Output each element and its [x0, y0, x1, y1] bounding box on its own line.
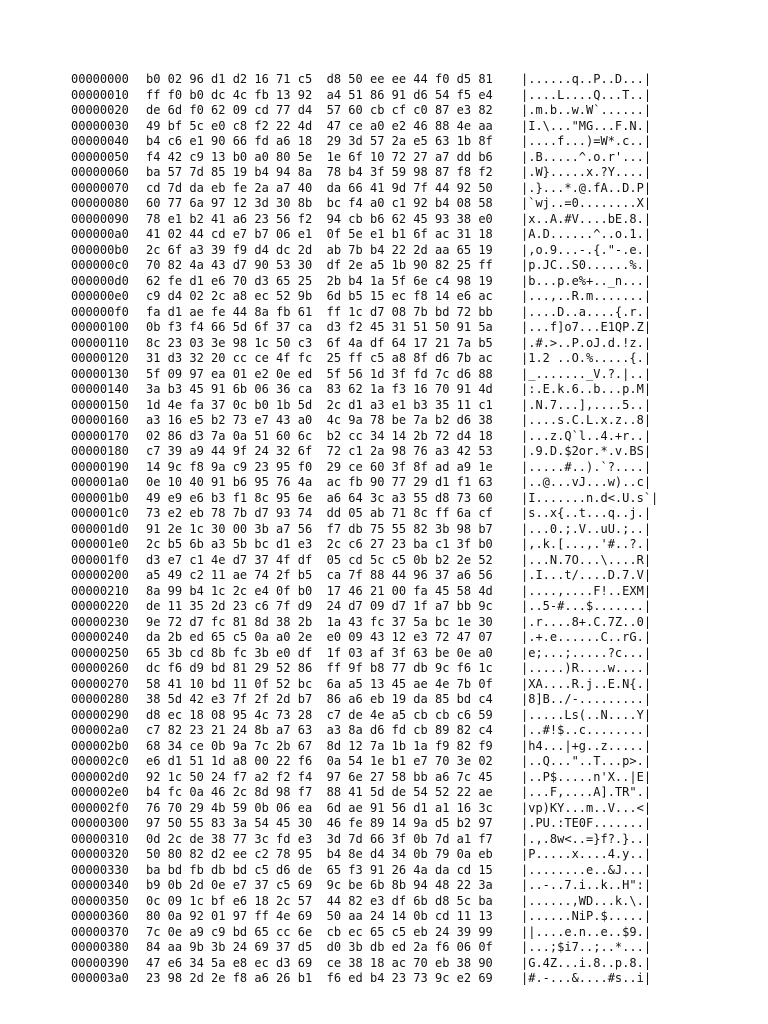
ascii-column: |,o.9...-.{."-.e.|: [521, 242, 652, 257]
ascii-column: |......q..P..D...|: [521, 72, 652, 86]
hex-bytes-column: 60 77 6a 97 12 3d 30 8b bc f4 a0 c1 92 b4 08 58: [146, 196, 493, 210]
offset-column: 00000330: [71, 862, 129, 877]
hex-bytes-column: 2c b5 6b a3 5b bc d1 e3 2c c6 27 23 ba c1 3f b0: [146, 537, 493, 551]
hex-bytes-column: 41 02 44 cd e7 b7 06 e1 0f 5e e1 b1 6f ac 31 18: [146, 227, 493, 241]
hexdump-line: [71, 103, 671, 119]
ascii-column: |p.JC..S0......%.|: [521, 258, 652, 272]
hexdump-line: [71, 847, 671, 863]
ascii-column: |..#!$..c........|: [521, 723, 652, 737]
ascii-column: |.,.8w<..=}f?.}..|: [521, 831, 652, 846]
hexdump-line: [71, 274, 671, 290]
hexdump-line: [71, 599, 671, 615]
ascii-column: |....s.C.L.x.z..8|: [521, 413, 652, 427]
hex-bytes-column: de 6d f0 62 09 cd 77 d4 57 60 cb cf c0 87 e3 82: [146, 103, 493, 117]
hex-bytes-column: c7 82 23 21 24 8b a7 63 a3 8a d6 fd cb 89 82 c4: [146, 723, 493, 737]
ascii-column: |........e..&J...|: [521, 862, 652, 877]
hex-bytes-column: 49 bf 5c e0 c8 f2 22 4d 47 ce a0 e2 46 88 4e aa: [146, 118, 493, 133]
hexdump-line: [71, 506, 671, 522]
ascii-column: |......,WD...k.\.|: [521, 893, 652, 908]
ascii-column: |_......._V.?.|..|: [521, 366, 652, 381]
offset-column: 000002f0: [71, 800, 129, 815]
ascii-column: |.9.D.$2or.*.v.BS|: [521, 444, 652, 458]
hex-bytes-column: b0 02 96 d1 d2 16 71 c5 d8 50 ee ee 44 f0 d5 81: [146, 72, 493, 86]
hexdump-line: [71, 832, 671, 848]
hex-bytes-column: 23 98 2d 2e f8 a6 26 b1 f6 ed b4 23 73 9c e2 69: [146, 971, 493, 985]
hexdump-line: [71, 165, 671, 181]
offset-column: 000000a0: [71, 227, 129, 241]
ascii-column: |.....Ls(..N....Y|: [521, 707, 652, 722]
ascii-column: |`wj..=0........X|: [521, 196, 652, 210]
hex-bytes-column: b4 fc 0a 46 2c 8d 98 f7 88 41 5d de 54 52 22 ae: [146, 785, 493, 799]
offset-column: 000001c0: [71, 506, 129, 520]
hexdump-line: [71, 444, 671, 460]
ascii-column: |...0.;.V..uU.;..|: [521, 521, 652, 536]
hexdump-line: [71, 785, 671, 801]
ascii-column: |.m.b..w.W`......|: [521, 103, 652, 117]
offset-column: 00000120: [71, 351, 129, 365]
hex-bytes-column: 1d 4e fa 37 0c b0 1b 5d 2c d1 a3 e1 b3 35 11 c1: [146, 397, 493, 412]
hexdump-line: [71, 413, 671, 429]
hexdump-line: [71, 677, 671, 693]
hex-bytes-column: ff f0 b0 dc 4c fb 13 92 a4 51 86 91 d6 54 f5 e4: [146, 87, 493, 102]
ascii-column: |P.....x....4.y..|: [521, 847, 652, 861]
offset-column: 00000140: [71, 382, 129, 396]
hex-bytes-column: 14 9c f8 9a c9 23 95 f0 29 ce 60 3f 8f ad a9 1e: [146, 459, 493, 474]
ascii-column: |..P$.....n'X..|E|: [521, 769, 652, 784]
hex-bytes-column: 47 e6 34 5a e8 ec d3 69 ce 38 18 ac 70 eb 38 90: [146, 955, 493, 970]
offset-column: 000000f0: [71, 304, 129, 319]
hex-bytes-column: 80 0a 92 01 97 ff 4e 69 50 aa 24 14 0b cd 11 13: [146, 909, 493, 923]
offset-column: 00000210: [71, 583, 129, 598]
offset-column: 00000090: [71, 211, 129, 226]
ascii-column: |...;$i7..;..*...|: [521, 940, 652, 954]
offset-column: 000002b0: [71, 738, 129, 753]
ascii-column: |A.D......^..o.1.|: [521, 227, 652, 241]
hexdump-line: [71, 630, 671, 646]
hexdump-line: [71, 398, 671, 414]
offset-column: 00000080: [71, 196, 129, 210]
offset-column: 000001b0: [71, 490, 129, 505]
hexdump-line: [71, 739, 671, 755]
hexdump-line: [71, 150, 671, 166]
hexdump-line: [71, 88, 671, 104]
offset-column: 000000d0: [71, 273, 129, 288]
hexdump-line: [71, 770, 671, 786]
ascii-column: |....,....F!..EXM|: [521, 583, 652, 598]
hex-bytes-column: 31 d3 32 20 cc ce 4f fc 25 ff c5 a8 8f d6 7b ac: [146, 351, 493, 365]
offset-column: 000002a0: [71, 723, 129, 737]
hex-bytes-column: 5f 09 97 ea 01 e2 0e ed 5f 56 1d 3f fd 7c d6 88: [146, 366, 493, 381]
hex-bytes-column: 7c 0e a9 c9 bd 65 cc 6e cb ec 65 c5 eb 24 39 99: [146, 924, 493, 939]
hex-bytes-column: b9 0b 2d 0e e7 37 c5 69 9c be 6b 8b 94 48 22 3a: [146, 878, 493, 892]
ascii-column: |XA....R.j..E.N{.|: [521, 676, 652, 691]
hex-bytes-column: 0c 09 1c bf e6 18 2c 57 44 82 e3 df 6b d8 5c ba: [146, 893, 493, 908]
hex-bytes-column: de 11 35 2d 23 c6 7f d9 24 d7 09 d7 1f a7 bb 9c: [146, 599, 493, 613]
hex-bytes-column: 91 2e 1c 30 00 3b a7 56 f7 db 75 55 82 3b 98 b7: [146, 521, 493, 536]
offset-column: 00000050: [71, 149, 129, 164]
offset-column: 00000170: [71, 428, 129, 443]
hexdump-line: [71, 382, 671, 398]
ascii-column: |..-..7.i..k..H":|: [521, 878, 652, 892]
hexdump-line: [71, 553, 671, 569]
ascii-column: |...F,....A].TR".|: [521, 785, 652, 799]
offset-column: 00000160: [71, 413, 129, 427]
hexdump-line: [71, 196, 671, 212]
hex-bytes-column: 8c 23 03 3e 98 1c 50 c3 6f 4a df 64 17 21 7a b5: [146, 335, 493, 350]
ascii-column: |h4...|+g..z.....|: [521, 738, 652, 753]
hex-bytes-column: d3 e7 c1 4e d7 37 4f df 05 cd 5c c5 0b b2 2e 52: [146, 552, 493, 567]
hex-bytes-column: 0d 2c de 38 77 3c fd e3 3d 7d 66 3f 0b 7d a1 f7: [146, 831, 493, 846]
ascii-column: |b...p.e%+.._n...|: [521, 273, 652, 288]
offset-column: 000000c0: [71, 258, 129, 272]
ascii-column: |...,..R.m.......|: [521, 289, 652, 303]
hex-bytes-column: b4 c6 e1 90 66 fd a6 18 29 3d 57 2a e5 63 1b 8f: [146, 134, 493, 148]
offset-column: 000001a0: [71, 475, 129, 489]
hexdump-line: [71, 708, 671, 724]
hex-bytes-column: 70 82 4a 43 d7 90 53 30 df 2e a5 1b 90 82 25 ff: [146, 258, 493, 272]
hexdump-line: [71, 351, 671, 367]
hexdump-line: [71, 615, 671, 631]
hex-bytes-column: 3a b3 45 91 6b 06 36 ca 83 62 1a f3 16 70 91 4d: [146, 382, 493, 396]
hex-bytes-column: 65 3b cd 8b fc 3b e0 df 1f 03 af 3f 63 be 0e a0: [146, 645, 493, 660]
hexdump-line: [71, 258, 671, 274]
hexdump-line: [71, 460, 671, 476]
hexdump-line: [71, 119, 671, 135]
hex-bytes-column: 0b f3 f4 66 5d 6f 37 ca d3 f2 45 31 51 50 91 5a: [146, 320, 493, 334]
ascii-column: |.....)R....w....|: [521, 661, 652, 675]
ascii-column: |.r....8+.C.7Z..0|: [521, 614, 652, 629]
hexdump-line: [71, 801, 671, 817]
offset-column: 00000000: [71, 72, 129, 86]
hexdump-line: [71, 971, 671, 987]
hex-bytes-column: 02 86 d3 7a 0a 51 60 6c b2 cc 34 14 2b 72 d4 18: [146, 428, 493, 443]
offset-column: 00000150: [71, 397, 129, 412]
offset-column: 00000340: [71, 878, 129, 892]
hex-bytes-column: 84 aa 9b 3b 24 69 37 d5 d0 3b db ed 2a f6 06 0f: [146, 940, 493, 954]
offset-column: 00000010: [71, 87, 129, 102]
ascii-column: |#.-...&....#s..i|: [521, 971, 652, 985]
hexdump-line: [71, 537, 671, 553]
ascii-column: ||....e.n..e..$9.|: [521, 924, 652, 939]
hex-bytes-column: cd 7d da eb fe 2a a7 40 da 66 41 9d 7f 44 92 50: [146, 180, 493, 195]
hex-bytes-column: e6 d1 51 1d a8 00 22 f6 0a 54 1e b1 e7 70 3e 02: [146, 754, 493, 768]
hexdump-line: [71, 878, 671, 894]
hexdump-line: [71, 754, 671, 770]
hexdump-line: [71, 568, 671, 584]
ascii-column: |....f...)=W*.c..|: [521, 134, 652, 148]
offset-column: 00000040: [71, 134, 129, 148]
hex-bytes-column: d8 ec 18 08 95 4c 73 28 c7 de 4e a5 cb cb c6 59: [146, 707, 493, 722]
hexdump-line: [71, 816, 671, 832]
ascii-column: |.N.7...],....5..|: [521, 397, 652, 412]
hex-bytes-column: 0e 10 40 91 b6 95 76 4a ac fb 90 77 29 d1 f1 63: [146, 475, 493, 489]
hexdump-line: [71, 646, 671, 662]
ascii-column: |.+.e......C..rG.|: [521, 630, 652, 644]
hex-bytes-column: 49 e9 e6 b3 f1 8c 95 6e a6 64 3c a3 55 d8 73 60: [146, 490, 493, 505]
ascii-column: |e;...;.....?c...|: [521, 645, 652, 660]
offset-column: 00000240: [71, 630, 129, 644]
offset-column: 00000020: [71, 103, 129, 117]
hexdump-line: [71, 692, 671, 708]
hex-bytes-column: ba 57 7d 85 19 b4 94 8a 78 b4 3f 59 98 87 f8 f2: [146, 165, 493, 179]
offset-column: 00000100: [71, 320, 129, 334]
offset-column: 00000320: [71, 847, 129, 861]
hex-bytes-column: 9e 72 d7 fc 81 8d 38 2b 1a 43 fc 37 5a bc 1e 30: [146, 614, 493, 629]
offset-column: 00000300: [71, 816, 129, 830]
ascii-column: |,.k.[...,.'#..?.|: [521, 537, 652, 551]
hex-bytes-column: 2c 6f a3 39 f9 d4 dc 2d ab 7b b4 22 2d aa 65 19: [146, 242, 493, 257]
hexdump-line: [71, 940, 671, 956]
hexdump-line: [71, 661, 671, 677]
offset-column: 00000270: [71, 676, 129, 691]
hexdump-line: [71, 475, 671, 491]
hexdump-line: [71, 925, 671, 941]
hex-bytes-column: ba bd fb db bd c5 d6 de 65 f3 91 26 4a da cd 15: [146, 862, 493, 877]
offset-column: 00000060: [71, 165, 129, 179]
offset-column: 00000180: [71, 444, 129, 458]
offset-column: 00000130: [71, 366, 129, 381]
hex-bytes-column: c7 39 a9 44 9f 24 32 6f 72 c1 2a 98 76 a3 42 53: [146, 444, 493, 458]
hexdump-line: [71, 491, 671, 507]
ascii-column: |I.\..."MG...F.N.|: [521, 118, 652, 133]
hex-bytes-column: c9 d4 02 2c a8 ec 52 9b 6d b5 15 ec f8 14 e6 ac: [146, 289, 493, 303]
hex-bytes-column: f4 42 c9 13 b0 a0 80 5e 1e 6f 10 72 27 a7 dd b6: [146, 149, 493, 164]
hex-bytes-column: 73 e2 eb 78 7b d7 93 74 dd 05 ab 71 8c ff 6a cf: [146, 506, 493, 520]
hex-bytes-column: fa d1 ae fe 44 8a fb 61 ff 1c d7 08 7b bd 72 bb: [146, 304, 493, 319]
offset-column: 00000030: [71, 118, 129, 133]
hexdump-line: [71, 134, 671, 150]
ascii-column: |1.2 ..O.%.....{.|: [521, 351, 652, 365]
offset-column: 000000e0: [71, 289, 129, 303]
ascii-column: |.PU.:TE0F.......|: [521, 816, 652, 830]
ascii-column: |G.4Z...i.8..p.8.|: [521, 955, 652, 970]
offset-column: 00000390: [71, 955, 129, 970]
hexdump-line: [71, 320, 671, 336]
hexdump-line: [71, 181, 671, 197]
hex-bytes-column: 68 34 ce 0b 9a 7c 2b 67 8d 12 7a 1b 1a f9 82 f9: [146, 738, 493, 753]
offset-column: 00000110: [71, 335, 129, 350]
hex-bytes-column: a5 49 c2 11 ae 74 2f b5 ca 7f 88 44 96 37 a6 56: [146, 568, 493, 582]
ascii-column: |.B.....^.o.r'...|: [521, 149, 652, 164]
offset-column: 00000250: [71, 645, 129, 660]
hexdump-output: [71, 72, 671, 987]
offset-column: 000001f0: [71, 552, 129, 567]
offset-column: 00000260: [71, 661, 129, 675]
offset-column: 00000280: [71, 692, 129, 706]
hexdump-line: [71, 584, 671, 600]
hexdump-line: [71, 227, 671, 243]
ascii-column: |s..x{..t...q..j.|: [521, 506, 652, 520]
hexdump-line: [71, 305, 671, 321]
offset-column: 00000310: [71, 831, 129, 846]
hexdump-line: [71, 522, 671, 538]
ascii-column: |..5-#...$.......|: [521, 599, 652, 613]
offset-column: 00000370: [71, 924, 129, 939]
offset-column: 000002e0: [71, 785, 129, 799]
offset-column: 00000350: [71, 893, 129, 908]
hexdump-line: [71, 212, 671, 228]
hex-bytes-column: a3 16 e5 b2 73 e7 43 a0 4c 9a 78 be 7a b2 d6 38: [146, 413, 493, 427]
ascii-column: |x..A.#V....bE.8.|: [521, 211, 652, 226]
ascii-column: |I.......n.d<.U.s`|: [521, 490, 659, 505]
hexdump-line: [71, 894, 671, 910]
offset-column: 00000070: [71, 180, 129, 195]
offset-column: 00000190: [71, 459, 129, 474]
offset-column: 000001d0: [71, 521, 129, 536]
offset-column: 00000230: [71, 614, 129, 629]
hex-bytes-column: 62 fe d1 e6 70 d3 65 25 2b b4 1a 5f 6e c4 98 19: [146, 273, 493, 288]
hexdump-line: [71, 243, 671, 259]
hex-bytes-column: 38 5d 42 e3 7f 2f 2d b7 86 a6 eb 19 da 85 bd c4: [146, 692, 493, 706]
hex-bytes-column: da 2b ed 65 c5 0a a0 2e e0 09 43 12 e3 72 47 07: [146, 630, 493, 644]
hex-bytes-column: 97 50 55 83 3a 54 45 30 46 fe 89 14 9a d5 b2 97: [146, 816, 493, 830]
offset-column: 000003a0: [71, 971, 129, 985]
offset-column: 00000380: [71, 940, 129, 954]
ascii-column: |....D..a....{.r.|: [521, 304, 652, 319]
hexdump-line: [71, 863, 671, 879]
hex-bytes-column: dc f6 d9 bd 81 29 52 86 ff 9f b8 77 db 9c f6 1c: [146, 661, 493, 675]
ascii-column: |vp)KY...m..V...<|: [521, 800, 652, 815]
hexdump-line: [71, 72, 671, 88]
hex-bytes-column: 50 80 82 d2 ee c2 78 95 b4 8e d4 34 0b 79 0a eb: [146, 847, 493, 861]
ascii-column: |...f]o7...E1QP.Z|: [521, 320, 652, 334]
hexdump-line: [71, 956, 671, 972]
ascii-column: |:.E.k.6..b...p.M|: [521, 382, 652, 396]
offset-column: 00000360: [71, 909, 129, 923]
ascii-column: |..Q..."..T...p>.|: [521, 754, 652, 768]
hex-bytes-column: 8a 99 b4 1c 2c e4 0f b0 17 46 21 00 fa 45 58 4d: [146, 583, 493, 598]
ascii-column: |...z.Q`l..4.+r..|: [521, 428, 652, 443]
hexdump-line: [71, 367, 671, 383]
ascii-column: |....L....Q...T..|: [521, 87, 652, 102]
ascii-column: |.}...*.@.fA..D.P|: [521, 180, 652, 195]
offset-column: 00000290: [71, 707, 129, 722]
hex-bytes-column: 76 70 29 4b 59 0b 06 ea 6d ae 91 56 d1 a1 16 3c: [146, 800, 493, 815]
offset-column: 000002d0: [71, 769, 129, 784]
hexdump-line: [71, 723, 671, 739]
offset-column: 00000200: [71, 568, 129, 582]
offset-column: 000000b0: [71, 242, 129, 257]
ascii-column: |8]B../-.........|: [521, 692, 652, 706]
hex-bytes-column: 92 1c 50 24 f7 a2 f2 f4 97 6e 27 58 bb a6 7c 45: [146, 769, 493, 784]
ascii-column: |..@...vJ...w)..c|: [521, 475, 652, 489]
hex-bytes-column: 58 41 10 bd 11 0f 52 bc 6a a5 13 45 ae 4e 7b 0f: [146, 676, 493, 691]
hexdump-line: [71, 909, 671, 925]
hexdump-line: [71, 336, 671, 352]
ascii-column: |......NiP.$.....|: [521, 909, 652, 923]
hexdump-line: [71, 429, 671, 445]
hexdump-line: [71, 289, 671, 305]
offset-column: 000002c0: [71, 754, 129, 768]
offset-column: 00000220: [71, 599, 129, 613]
ascii-column: |.#.>..P.oJ.d.!z.|: [521, 335, 652, 350]
hex-bytes-column: 78 e1 b2 41 a6 23 56 f2 94 cb b6 62 45 93 38 e0: [146, 211, 493, 226]
offset-column: 000001e0: [71, 537, 129, 551]
ascii-column: |.W}.....x.?Y....|: [521, 165, 652, 179]
ascii-column: |.....#..).`?....|: [521, 459, 652, 474]
ascii-column: |...N.7O...\....R|: [521, 552, 652, 567]
ascii-column: |.I...t/....D.7.V|: [521, 568, 652, 582]
